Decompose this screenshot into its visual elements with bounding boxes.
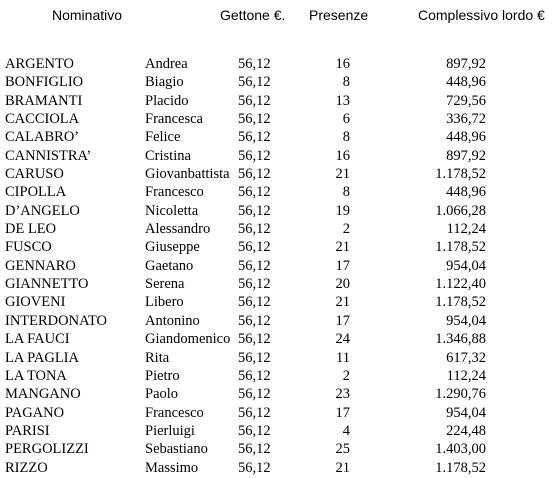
- cell-totale: 617,32: [446, 349, 486, 366]
- cell-totale: 1.178,52: [435, 166, 486, 183]
- cell-gettone: 56,12: [238, 422, 271, 439]
- cell-presenze: 21: [335, 166, 350, 183]
- cell-cognome: CANNISTRA’: [5, 147, 92, 164]
- cell-gettone: 56,12: [238, 349, 271, 366]
- table-row: [0, 385, 556, 403]
- cell-cognome: PERGOLIZZI: [5, 441, 89, 458]
- cell-cognome: GIANNETTO: [5, 276, 89, 293]
- cell-presenze: 16: [335, 147, 350, 164]
- cell-cognome: BONFIGLIO: [5, 74, 84, 91]
- cell-presenze: 21: [335, 459, 350, 476]
- cell-totale: 1.066,28: [435, 202, 486, 219]
- cell-nome: Placido: [145, 92, 189, 109]
- table-row: [0, 257, 556, 275]
- cell-presenze: 25: [335, 441, 350, 458]
- cell-totale: 1.178,52: [435, 294, 486, 311]
- cell-totale: 448,96: [446, 74, 486, 91]
- cell-nome: Sebastiano: [145, 441, 208, 458]
- cell-totale: 1.290,76: [435, 386, 486, 403]
- cell-cognome: BRAMANTI: [5, 92, 83, 109]
- cell-totale: 1.178,52: [435, 239, 486, 256]
- cell-nome: Giandomenico: [145, 331, 231, 348]
- cell-cognome: LA FAUCI: [5, 331, 70, 348]
- cell-gettone: 56,12: [238, 276, 271, 293]
- cell-presenze: 8: [342, 129, 350, 146]
- cell-gettone: 56,12: [238, 386, 271, 403]
- table-row: [0, 367, 556, 385]
- table-row: [0, 165, 556, 183]
- cell-cognome: GIOVENI: [5, 294, 66, 311]
- table-row: [0, 293, 556, 311]
- cell-gettone: 56,12: [238, 459, 271, 476]
- table-row: [0, 404, 556, 422]
- cell-totale: 448,96: [446, 184, 486, 201]
- header-complessivo: Complessivo lordo €: [418, 7, 545, 23]
- cell-nome: Giovanbattista: [145, 166, 230, 183]
- table-row: [0, 183, 556, 201]
- cell-nome: Francesca: [145, 111, 203, 128]
- cell-presenze: 2: [342, 221, 350, 238]
- cell-gettone: 56,12: [238, 404, 271, 421]
- cell-presenze: 8: [342, 74, 350, 91]
- cell-nome: Francesco: [145, 184, 204, 201]
- cell-totale: 1.346,88: [435, 331, 486, 348]
- cell-cognome: PAGANO: [5, 404, 65, 421]
- cell-cognome: D’ANGELO: [5, 202, 80, 219]
- cell-nome: Pierluigi: [145, 422, 195, 439]
- cell-gettone: 56,12: [238, 367, 271, 384]
- cell-presenze: 17: [335, 312, 350, 329]
- cell-presenze: 20: [335, 276, 350, 293]
- cell-cognome: FUSCO: [5, 239, 52, 256]
- cell-presenze: 13: [335, 92, 350, 109]
- cell-nome: Francesco: [145, 404, 204, 421]
- cell-cognome: GENNARO: [5, 257, 76, 274]
- cell-gettone: 56,12: [238, 312, 271, 329]
- cell-presenze: 6: [342, 111, 350, 128]
- cell-presenze: 21: [335, 294, 350, 311]
- cell-gettone: 56,12: [238, 92, 271, 109]
- cell-gettone: 56,12: [238, 129, 271, 146]
- cell-cognome: RIZZO: [5, 459, 48, 476]
- cell-presenze: 21: [335, 239, 350, 256]
- cell-cognome: CARUSO: [5, 166, 64, 183]
- table-row: [0, 55, 556, 73]
- cell-nome: Gaetano: [145, 257, 194, 274]
- cell-gettone: 56,12: [238, 74, 271, 91]
- cell-totale: 729,56: [446, 92, 486, 109]
- table-row: [0, 202, 556, 220]
- cell-totale: 112,24: [446, 221, 486, 238]
- table-row: [0, 110, 556, 128]
- cell-nome: Massimo: [145, 459, 199, 476]
- cell-nome: Libero: [145, 294, 184, 311]
- cell-totale: 224,48: [446, 422, 486, 439]
- table-row: [0, 128, 556, 146]
- table-row: [0, 92, 556, 110]
- cell-cognome: CIPOLLA: [5, 184, 67, 201]
- cell-gettone: 56,12: [238, 56, 271, 72]
- cell-cognome: INTERDONATO: [5, 312, 108, 329]
- cell-cognome: DE LEO: [5, 221, 57, 238]
- cell-cognome: ARGENTO: [5, 56, 75, 72]
- cell-gettone: 56,12: [238, 331, 271, 348]
- cell-nome: Antonino: [145, 312, 200, 329]
- cell-nome: Felice: [145, 129, 181, 146]
- header-gettone: Gettone €.: [220, 7, 286, 23]
- cell-totale: 448,96: [446, 129, 486, 146]
- cell-presenze: 23: [335, 386, 350, 403]
- table-row: [0, 238, 556, 256]
- cell-gettone: 56,12: [238, 166, 271, 183]
- cell-gettone: 56,12: [238, 184, 271, 201]
- header-nominativo: Nominativo: [52, 7, 123, 23]
- cell-totale: 954,04: [446, 257, 486, 274]
- cell-totale: 112,24: [446, 367, 486, 384]
- cell-cognome: CALABRO’: [5, 129, 80, 146]
- cell-nome: Serena: [145, 276, 185, 293]
- cell-nome: Pietro: [145, 367, 180, 384]
- cell-gettone: 56,12: [238, 239, 271, 256]
- table-row: [0, 422, 556, 440]
- cell-nome: Paolo: [145, 386, 179, 403]
- cell-presenze: 17: [335, 257, 350, 274]
- cell-gettone: 56,12: [238, 441, 271, 458]
- cell-nome: Rita: [145, 349, 170, 366]
- cell-totale: 336,72: [446, 111, 486, 128]
- table-row: [0, 459, 556, 477]
- cell-cognome: MANGANO: [5, 386, 81, 403]
- cell-totale: 1.122,40: [435, 276, 486, 293]
- cell-nome: Nicoletta: [145, 202, 199, 219]
- cell-gettone: 56,12: [238, 294, 271, 311]
- cell-cognome: LA TONA: [5, 367, 67, 384]
- cell-totale: 897,92: [446, 147, 486, 164]
- cell-nome: Giuseppe: [145, 239, 200, 256]
- cell-presenze: 4: [342, 422, 350, 439]
- cell-gettone: 56,12: [238, 221, 271, 238]
- cell-presenze: 8: [342, 184, 350, 201]
- cell-totale: 1.178,52: [435, 459, 486, 476]
- cell-gettone: 56,12: [238, 202, 271, 219]
- table-row: [0, 349, 556, 367]
- table-body: [0, 55, 556, 477]
- cell-cognome: PARISI: [5, 422, 50, 439]
- table-row: [0, 275, 556, 293]
- table-row: [0, 73, 556, 91]
- cell-presenze: 19: [335, 202, 350, 219]
- cell-totale: 1.403,00: [435, 441, 486, 458]
- table-row: [0, 440, 556, 458]
- cell-gettone: 56,12: [238, 111, 271, 128]
- cell-cognome: LA PAGLIA: [5, 349, 79, 366]
- table-row: [0, 330, 556, 348]
- cell-presenze: 24: [335, 331, 350, 348]
- cell-totale: 954,04: [446, 404, 486, 421]
- cell-presenze: 17: [335, 404, 350, 421]
- header-presenze: Presenze: [309, 7, 369, 23]
- cell-totale: 954,04: [446, 312, 486, 329]
- table-row: [0, 312, 556, 330]
- cell-presenze: 16: [335, 56, 350, 72]
- cell-nome: Cristina: [145, 147, 191, 164]
- cell-gettone: 56,12: [238, 147, 271, 164]
- cell-presenze: 2: [342, 367, 350, 384]
- table-row: [0, 147, 556, 165]
- cell-nome: Alessandro: [145, 221, 211, 238]
- cell-nome: Biagio: [145, 74, 184, 91]
- cell-gettone: 56,12: [238, 257, 271, 274]
- table-row: [0, 220, 556, 238]
- cell-presenze: 11: [336, 349, 350, 366]
- cell-nome: Andrea: [145, 56, 188, 72]
- cell-cognome: CACCIOLA: [5, 111, 80, 128]
- cell-totale: 897,92: [446, 56, 486, 72]
